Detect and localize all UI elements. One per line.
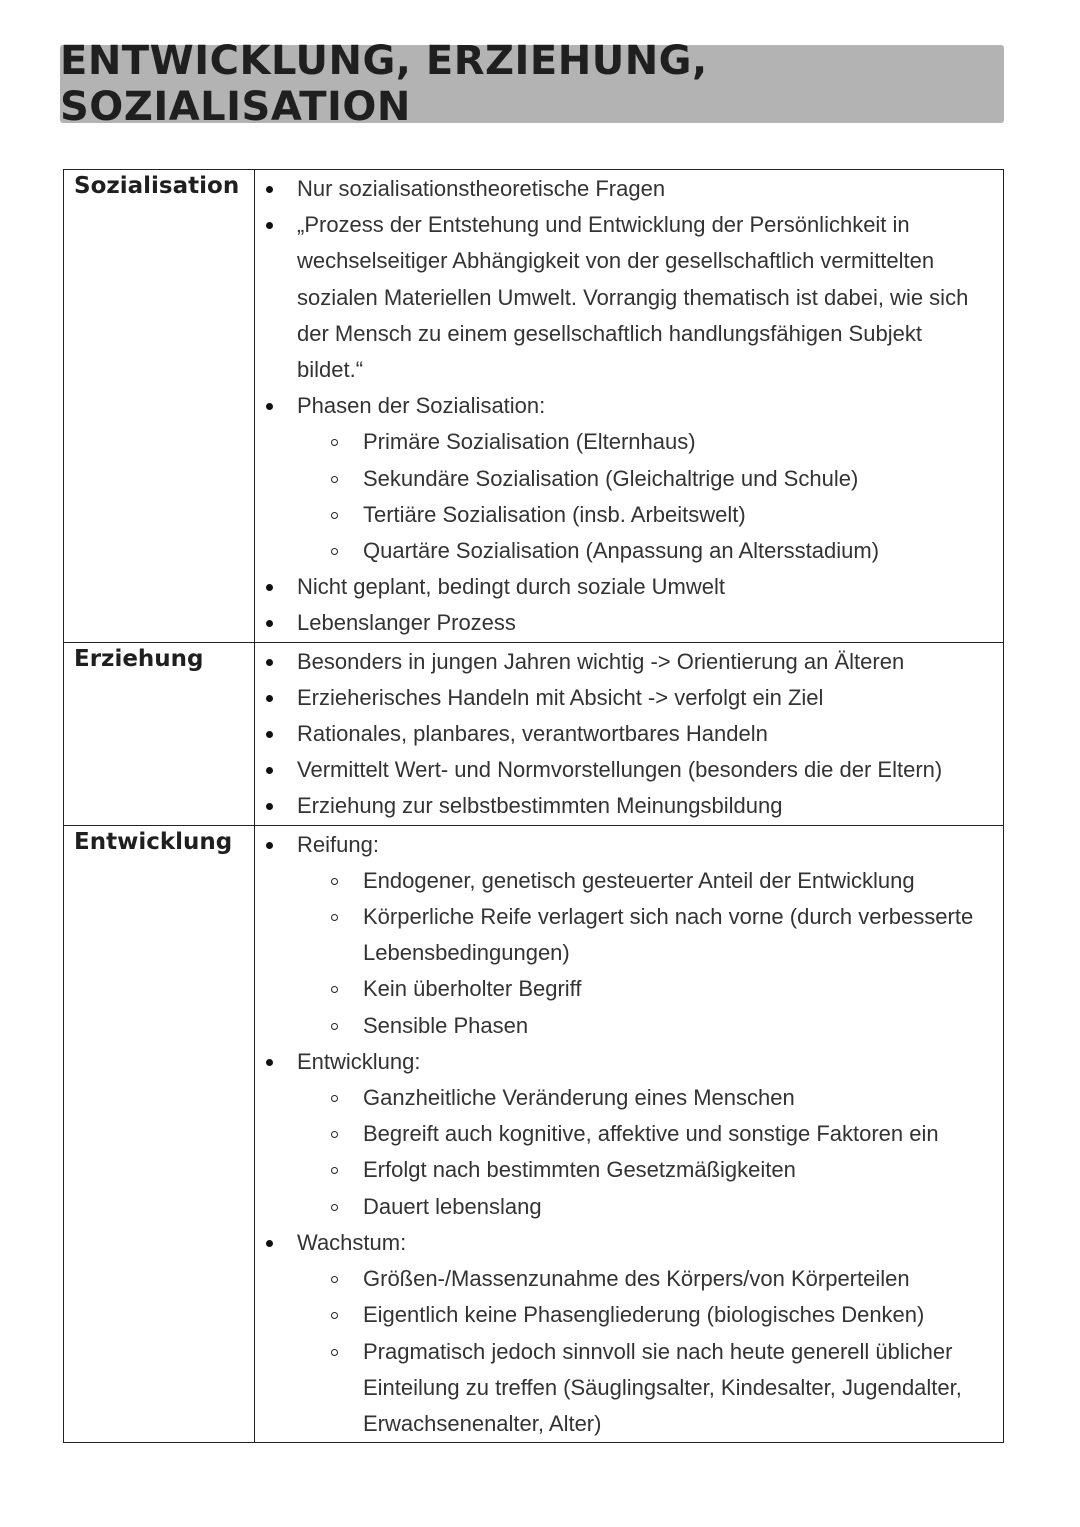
list-item-text: Lebenslanger Prozess [297,610,516,636]
list-item [255,1044,989,1225]
sub-list [297,863,989,1044]
sub-list-item-text: Größen-/Massenzunahme des Körpers/von Körperteilen [363,1266,910,1292]
list-item-text: Reifung: [297,831,379,857]
bullet-icon [266,222,273,229]
sub-list-item [297,1189,989,1225]
sub-list-item-text: Erfolgt nach bestimmten Gesetzmäßigkeiten [363,1157,796,1183]
sub-list-item-text: Sekundäre Sozialisation (Gleichaltrige und Schule) [363,465,859,491]
sub-list-item [297,1334,989,1443]
circle-bullet-icon [331,439,338,446]
circle-bullet-icon [331,986,338,993]
list-item [255,680,989,716]
bullet-icon [266,1059,273,1066]
sub-list-item-text: Quartäre Sozialisation (Anpassung an Altersstadium) [363,538,880,564]
list-item [255,569,989,605]
list-item [255,388,989,569]
sub-list-item [297,1152,989,1188]
table-row [64,825,1004,1442]
circle-bullet-icon [331,1349,338,1356]
sub-list-item [297,1080,989,1116]
list-item-text: Erzieherisches Handeln mit Absicht -> verfolgt ein Ziel [297,684,824,710]
sub-list-item-text: Primäre Sozialisation (Elternhaus) [363,429,696,455]
content-cell [255,170,1004,643]
sub-list-item [297,863,989,899]
bullet-list [255,644,989,825]
circle-bullet-icon [331,512,338,519]
content-cell [255,825,1004,1442]
circle-bullet-icon [331,1204,338,1211]
list-item [255,644,989,680]
circle-bullet-icon [331,1312,338,1319]
bullet-icon [266,1240,273,1247]
list-item [255,788,989,824]
bullet-icon [266,584,273,591]
circle-bullet-icon [331,1276,338,1283]
list-item-text: Erziehung zur selbstbestimmten Meinungsbildung [297,793,783,819]
list-item-text: Nicht geplant, bedingt durch soziale Umwelt [297,574,726,600]
sub-list-item [297,1297,989,1333]
list-item-text: „Prozess der Entstehung und Entwicklung der Persönlichkeit in wechselseitiger Abhängigkeit von der gesellschaftlich vermittelten sozialen Materiellen Umwelt. Vorrangig thematisch ist dabei, wie sich der Mensch zu einem gesellschaftlich handlungsfähigen Subjekt bildet.“ [297,212,969,383]
sub-list-item [297,971,989,1007]
list-item [255,1225,989,1442]
sub-list-item-text: Begreift auch kognitive, affektive und sonstige Faktoren ein [363,1121,939,1147]
list-item-text: Besonders in jungen Jahren wichtig -> Orientierung an Älteren [297,648,905,674]
bullet-icon [266,695,273,702]
list-item-text: Rationales, planbares, verantwortbares Handeln [297,721,768,747]
list-item [255,827,989,1044]
bullet-list [255,171,989,642]
term-cell: Sozialisation [64,170,255,643]
sub-list-item-text: Dauert lebenslang [363,1193,542,1219]
circle-bullet-icon [331,1095,338,1102]
list-item [255,207,989,388]
sub-list-item [297,1116,989,1152]
bullet-icon [266,186,273,193]
bullet-list [255,827,989,1442]
list-item-text: Nur sozialisationstheoretische Fragen [297,176,666,201]
term-cell: Entwicklung [64,825,255,1442]
list-item-text: Entwicklung: [297,1048,421,1074]
sub-list-item [297,424,989,460]
page-title: ENTWICKLUNG, ERZIEHUNG, SOZIALISATION [60,38,708,130]
table-row [64,170,1004,643]
list-item-text: Phasen der Sozialisation: [297,393,546,419]
circle-bullet-icon [331,1167,338,1174]
sub-list-item-text: Körperliche Reife verlagert sich nach vorne (durch verbesserte Lebensbedingungen) [363,904,974,966]
sub-list-item [297,461,989,497]
circle-bullet-icon [331,878,338,885]
bullet-icon [266,403,273,410]
sub-list-item-text: Kein überholter Begriff [363,976,582,1002]
circle-bullet-icon [331,1023,338,1030]
sub-list-item-text: Endogener, genetisch gesteuerter Anteil der Entwicklung [363,867,915,893]
sub-list-item [297,533,989,569]
list-item-text: Wachstum: [297,1229,407,1255]
content-cell [255,642,1004,825]
list-item [255,605,989,641]
sub-list [297,1080,989,1225]
sub-list-item-text: Tertiäre Sozialisation (insb. Arbeitswelt) [363,501,746,527]
list-item-text: Vermittelt Wert- und Normvorstellungen (besonders die der Eltern) [297,757,943,783]
bullet-icon [266,659,273,666]
list-item [255,752,989,788]
sub-list-item-text: Pragmatisch jedoch sinnvoll sie nach heute generell üblicher Einteilung zu treffen (Säuglingsalter, Kindesalter, Jugendalter, Erwachsenenalter, Alter) [363,1338,962,1436]
sub-list-item [297,1008,989,1044]
bullet-icon [266,767,273,774]
sub-list-item [297,497,989,533]
definitions-table [63,169,1004,1443]
circle-bullet-icon [331,1131,338,1138]
title-banner [60,38,1004,130]
sub-list [297,424,989,569]
sub-list-item [297,899,989,971]
circle-bullet-icon [331,476,338,483]
table-row [64,642,1004,825]
circle-bullet-icon [331,548,338,555]
bullet-icon [266,620,273,627]
list-item [255,171,989,207]
bullet-icon [266,842,273,849]
sub-list-item [297,1261,989,1297]
sub-list-item-text: Eigentlich keine Phasengliederung (biologisches Denken) [363,1302,925,1328]
sub-list-item-text: Ganzheitliche Veränderung eines Menschen [363,1085,795,1111]
bullet-icon [266,731,273,738]
circle-bullet-icon [331,914,338,921]
list-item [255,716,989,752]
sub-list [297,1261,989,1442]
sub-list-item-text: Sensible Phasen [363,1012,529,1038]
term-cell: Erziehung [64,642,255,825]
bullet-icon [266,803,273,810]
